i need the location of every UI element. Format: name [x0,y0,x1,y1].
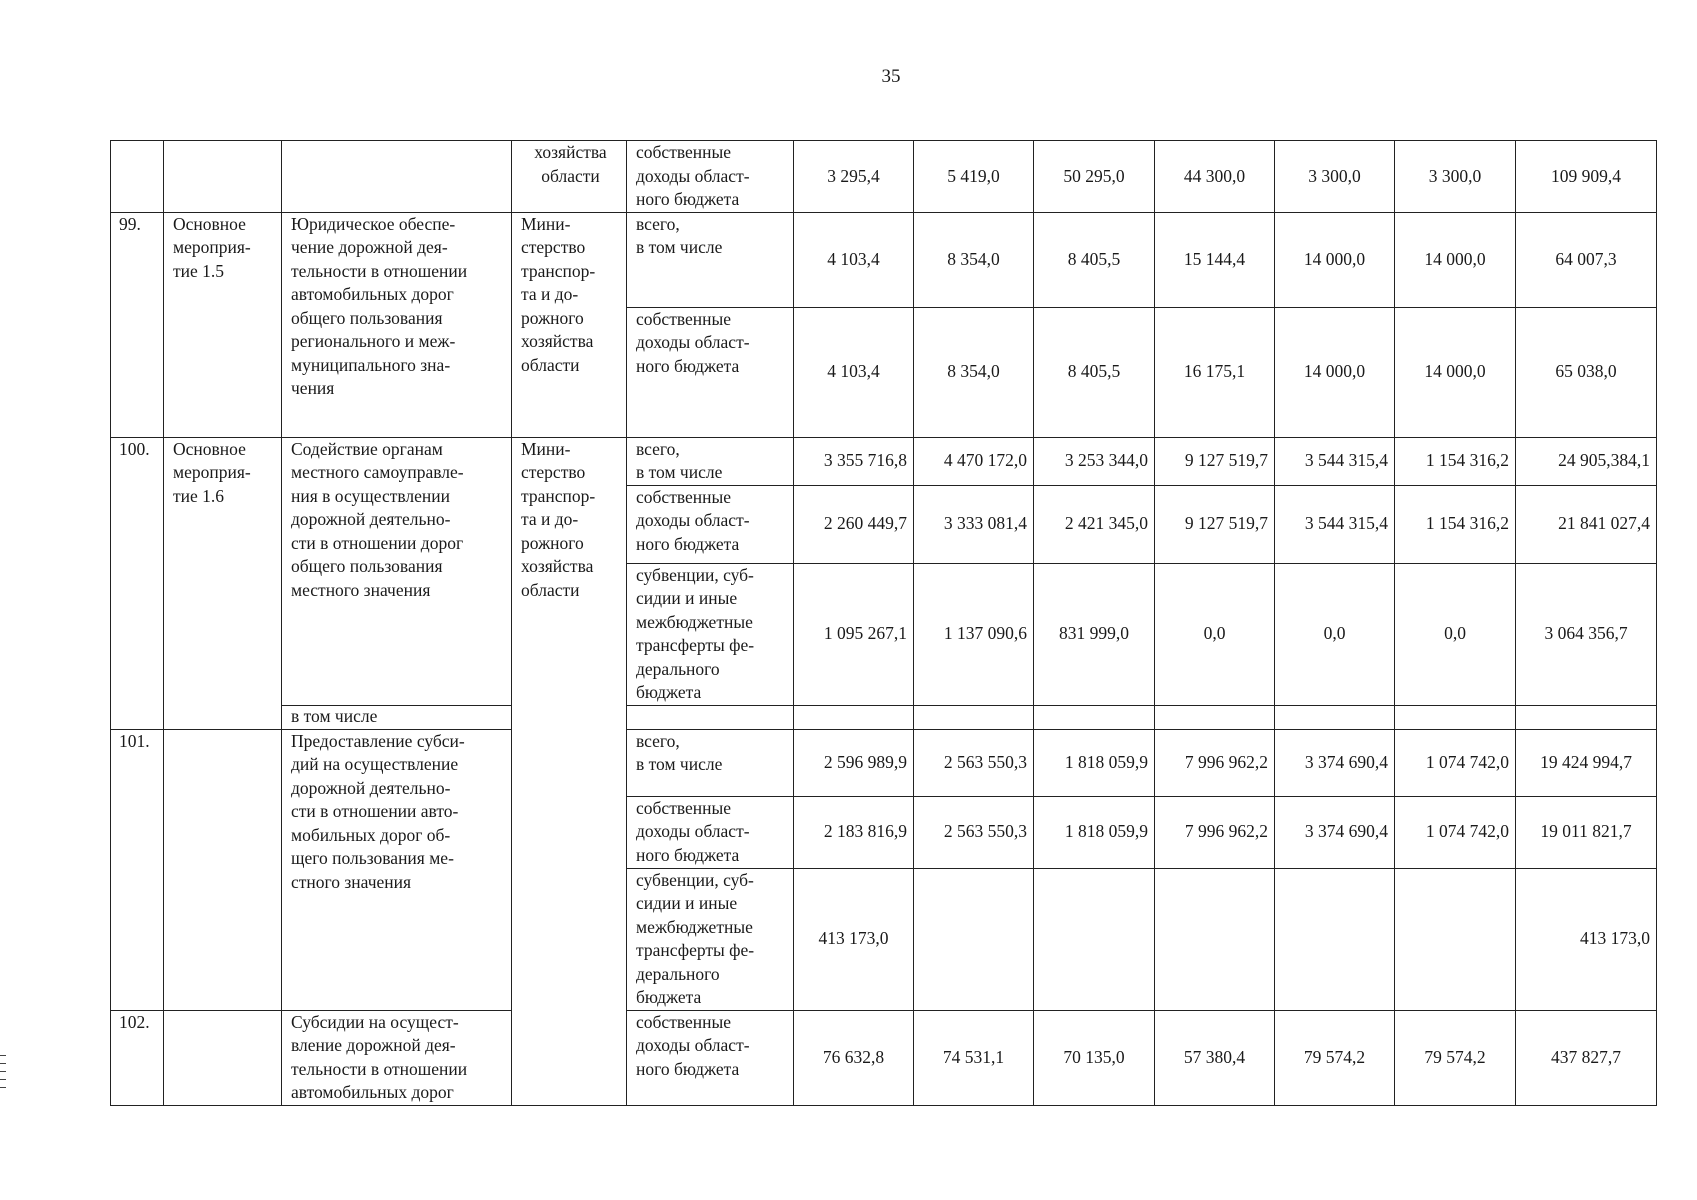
cell-value: 65 038,0 [1516,307,1657,437]
cell-value: 57 380,4 [1155,1010,1275,1105]
cell-name [282,141,512,213]
cell-source: собственные доходы област- ного бюджета [627,796,794,868]
cell-empty [914,705,1034,729]
cell-value: 19 011 821,7 [1516,796,1657,868]
cell-type [164,729,282,1010]
cell-value: 14 000,0 [1395,307,1516,437]
cell-value: 1 154 316,2 [1395,485,1516,563]
cell-executor: Мини- стерство транспор- та и до- рожного хозяйства области [512,437,627,1105]
table-row-99 [111,212,1657,307]
cell-index: 99. [111,212,164,437]
budget-table [110,140,1657,1106]
cell-value [1155,868,1275,1010]
cell-source: собственные доходы област- ного бюджета [627,1010,794,1105]
cell-value: 21 841 027,4 [1516,485,1657,563]
cell-source: субвенции, суб- сидии и иные межбюджетные трансферты фе- дерального бюджета [627,563,794,705]
margin-scan-mark [0,1055,6,1095]
cell-empty [1516,705,1657,729]
cell-value: 4 103,4 [794,212,914,307]
cell-value: 3 333 081,4 [914,485,1034,563]
cell-type: Основное мероприя- тие 1.5 [164,212,282,437]
cell-value: 79 574,2 [1275,1010,1395,1105]
cell-value: 0,0 [1395,563,1516,705]
cell-value: 14 000,0 [1275,307,1395,437]
cell-name: Юридическое обеспе- чение дорожной дея- тельности в отношении автомобильных дорог общего пользования регионального и меж- муниципального зна- чения [282,212,512,437]
table-row-101 [111,729,1657,796]
cell-value: 16 175,1 [1155,307,1275,437]
cell-value: 7 996 962,2 [1155,729,1275,796]
cell-value: 3 300,0 [1275,141,1395,213]
cell-value: 8 354,0 [914,212,1034,307]
cell-value: 413 173,0 [794,868,914,1010]
cell-source: собственные доходы област- ного бюджета [627,485,794,563]
cell-value: 1 095 267,1 [794,563,914,705]
cell-value: 109 909,4 [1516,141,1657,213]
cell-value: 1 818 059,9 [1034,796,1155,868]
cell-value [1395,868,1516,1010]
cell-value: 3 295,4 [794,141,914,213]
cell-value: 437 827,7 [1516,1010,1657,1105]
cell-value: 3 253 344,0 [1034,437,1155,485]
cell-value: 4 103,4 [794,307,914,437]
cell-value: 79 574,2 [1395,1010,1516,1105]
cell-value: 1 154 316,2 [1395,437,1516,485]
cell-value: 76 632,8 [794,1010,914,1105]
cell-value: 3 544 315,4 [1275,437,1395,485]
cell-value: 3 374 690,4 [1275,729,1395,796]
cell-type: Основное мероприя- тие 1.6 [164,437,282,729]
cell-value: 413 173,0 [1516,868,1657,1010]
cell-index [111,141,164,213]
cell-executor: Мини- стерство транспор- та и до- рожного хозяйства области [512,212,627,437]
cell-empty [627,705,794,729]
cell-value: 3 064 356,7 [1516,563,1657,705]
cell-value: 3 544 315,4 [1275,485,1395,563]
table-row-including [111,705,1657,729]
cell-empty [1275,705,1395,729]
cell-value: 1 137 090,6 [914,563,1034,705]
cell-empty [794,705,914,729]
cell-value: 2 563 550,3 [914,796,1034,868]
cell-value: 14 000,0 [1275,212,1395,307]
table-row-100 [111,437,1657,485]
cell-value: 2 421 345,0 [1034,485,1155,563]
cell-index: 102. [111,1010,164,1105]
cell-value: 5 419,0 [914,141,1034,213]
cell-source: собственные доходы област- ного бюджета [627,141,794,213]
cell-empty [1395,705,1516,729]
cell-value: 831 999,0 [1034,563,1155,705]
cell-value: 15 144,4 [1155,212,1275,307]
cell-value: 8 405,5 [1034,212,1155,307]
cell-value: 50 295,0 [1034,141,1155,213]
cell-value: 2 183 816,9 [794,796,914,868]
cell-type [164,1010,282,1105]
cell-value: 1 818 059,9 [1034,729,1155,796]
cell-value: 0,0 [1275,563,1395,705]
cell-value: 7 996 962,2 [1155,796,1275,868]
cell-value: 3 355 716,8 [794,437,914,485]
cell-value: 0,0 [1155,563,1275,705]
cell-index: 101. [111,729,164,1010]
table-row-102 [111,1010,1657,1105]
cell-value: 1 074 742,0 [1395,729,1516,796]
cell-value: 24 905,384,1 [1516,437,1657,485]
cell-value: 8 354,0 [914,307,1034,437]
cell-source: всего, в том числе [627,729,794,796]
cell-source: всего, в том числе [627,212,794,307]
cell-name: Содействие органам местного самоуправле- ния в осуществлении дорожной деятельно- сти в отношении дорог общего пользования местного значения [282,437,512,705]
cell-value: 14 000,0 [1395,212,1516,307]
cell-value: 74 531,1 [914,1010,1034,1105]
cell-value: 2 260 449,7 [794,485,914,563]
cell-source: всего, в том числе [627,437,794,485]
cell-index: 100. [111,437,164,729]
cell-empty [1034,705,1155,729]
cell-value: 3 374 690,4 [1275,796,1395,868]
table-row-continuation [111,141,1657,213]
cell-value [1275,868,1395,1010]
cell-executor: хозяйства области [512,141,627,213]
cell-name: Предоставление субси- дий на осуществление дорожной деятельно- сти в отношении авто- мобильных дорог об- щего пользования ме- стного значения [282,729,512,1010]
cell-value: 19 424 994,7 [1516,729,1657,796]
cell-value: 2 596 989,9 [794,729,914,796]
cell-value: 4 470 172,0 [914,437,1034,485]
cell-value: 8 405,5 [1034,307,1155,437]
cell-value: 9 127 519,7 [1155,437,1275,485]
cell-value: 64 007,3 [1516,212,1657,307]
cell-value: 3 300,0 [1395,141,1516,213]
cell-source: собственные доходы област- ного бюджета [627,307,794,437]
cell-value: 1 074 742,0 [1395,796,1516,868]
cell-empty [1155,705,1275,729]
cell-value: 9 127 519,7 [1155,485,1275,563]
cell-value: 70 135,0 [1034,1010,1155,1105]
cell-type [164,141,282,213]
cell-value: 2 563 550,3 [914,729,1034,796]
cell-including-label: в том числе [282,705,512,729]
cell-name: Субсидии на осущест- вление дорожной дея- тельности в отношении автомобильных дорог [282,1010,512,1105]
page-number: 35 [881,66,901,87]
cell-source: субвенции, суб- сидии и иные межбюджетные трансферты фе- дерального бюджета [627,868,794,1010]
cell-value: 44 300,0 [1155,141,1275,213]
cell-value [1034,868,1155,1010]
cell-value [914,868,1034,1010]
